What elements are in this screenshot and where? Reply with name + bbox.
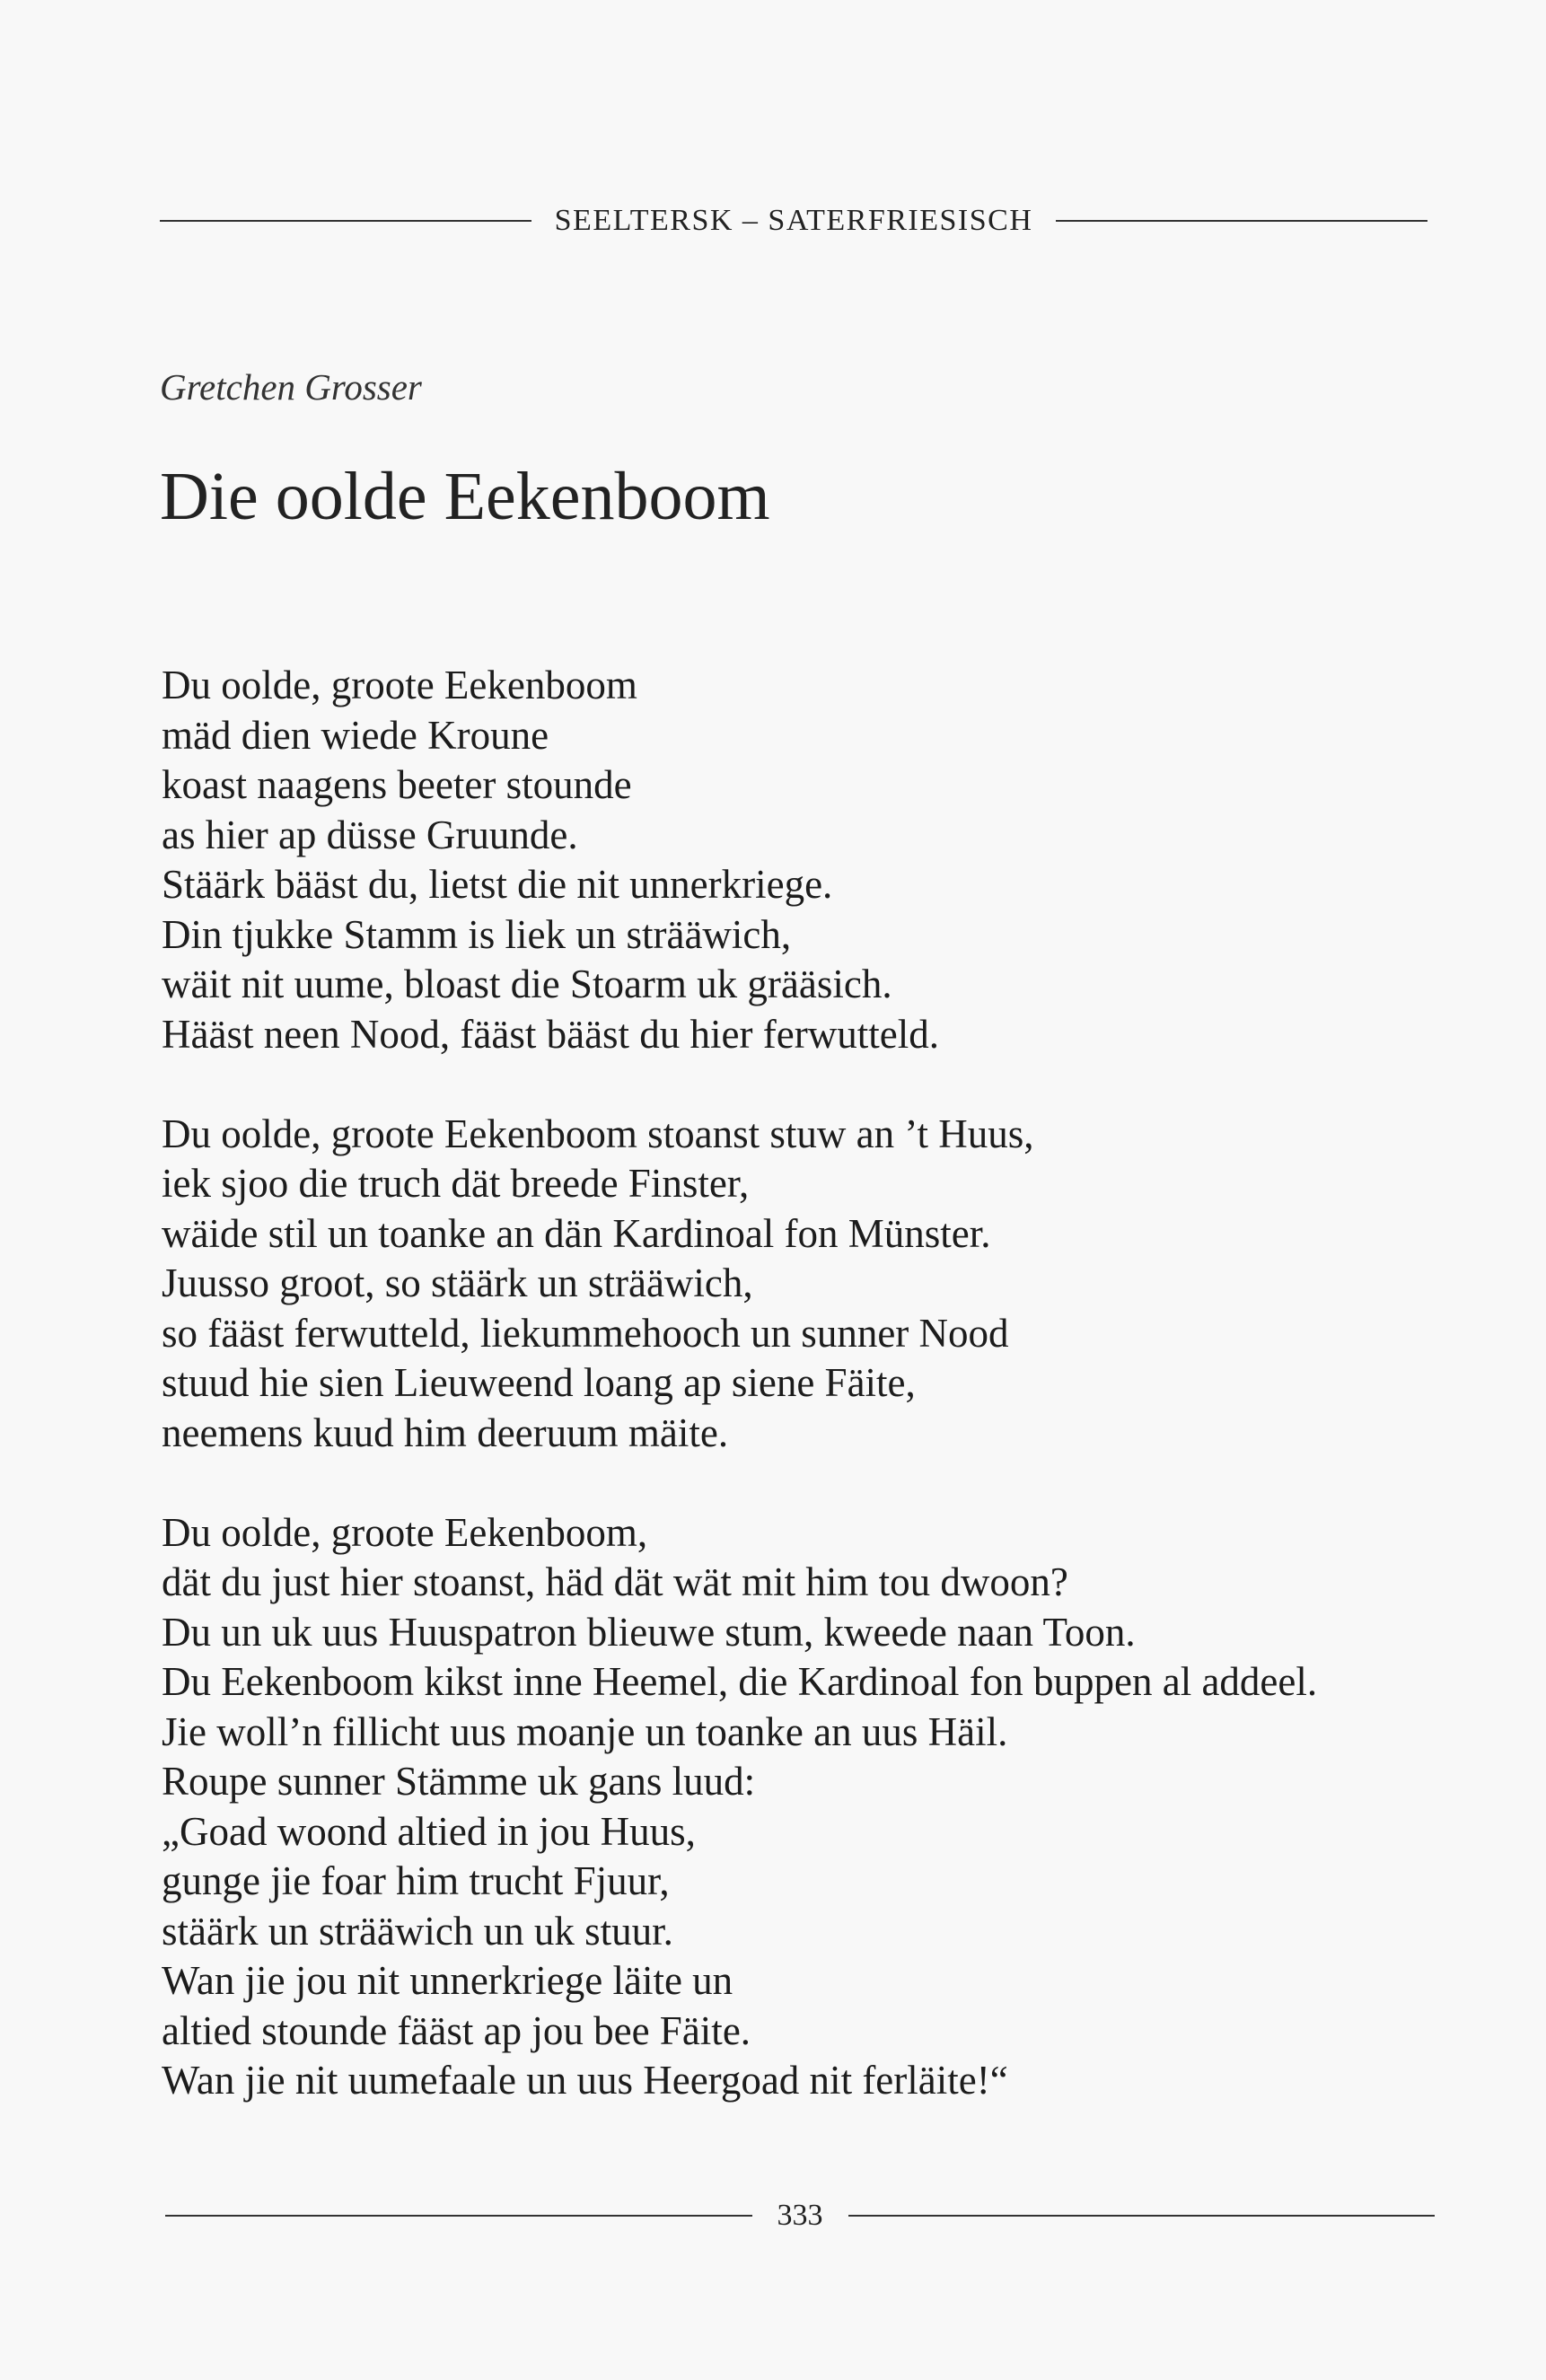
poem-line: Hääst neen Nood, fääst bääst du hier ferwutteld. bbox=[162, 1011, 939, 1057]
footer-rule-left bbox=[165, 2215, 752, 2217]
poem-line: gunge jie foar him trucht Fjuur, bbox=[162, 1858, 670, 1903]
poem-line: Jie woll’n fillicht uus moanje un toanke an uus Häil. bbox=[162, 1708, 1008, 1754]
poem-line: Stäärk bääst du, lietst die nit unnerkriege. bbox=[162, 862, 833, 907]
poem-line: Roupe sunner Stämme uk gans luud: bbox=[162, 1759, 756, 1804]
poem-line: so fääst ferwutteld, liekummehooch un sunner Nood bbox=[162, 1310, 1009, 1356]
poem-line: as hier ap düsse Gruunde. bbox=[162, 812, 578, 857]
stanza-3 bbox=[162, 1508, 1317, 2106]
author-name: Gretchen Grosser bbox=[160, 366, 422, 408]
stanza-1 bbox=[162, 661, 1317, 1059]
poem-line: stuud hie sien Lieuweend loang ap siene Fäite, bbox=[162, 1360, 916, 1405]
poem-line: wäide stil un toanke an dän Kardinoal fon Münster. bbox=[162, 1210, 991, 1256]
poem-line: Du oolde, groote Eekenboom, bbox=[162, 1509, 648, 1555]
poem-line: „Goad woond altied in jou Huus, bbox=[162, 1808, 696, 1854]
poem-body bbox=[162, 661, 1317, 2156]
poem-line: Wan jie nit uumefaale un uus Heergoad nit ferläite!“ bbox=[162, 2058, 1008, 2103]
poem-line: Du un uk uus Huuspatron blieuwe stum, kweede naan Toon. bbox=[162, 1609, 1136, 1655]
poem-line: altied stounde fääst ap jou bee Fäite. bbox=[162, 2007, 751, 2053]
poem-line: Juusso groot, so stäärk un strääwich, bbox=[162, 1260, 753, 1305]
header-rule-left bbox=[160, 220, 531, 222]
header-rule-right bbox=[1056, 220, 1427, 222]
poem-line: Wan jie jou nit unnerkriege läite un bbox=[162, 1958, 733, 2003]
poem-line: iek sjoo die truch dät breede Finster, bbox=[162, 1161, 750, 1206]
page-footer bbox=[165, 2196, 1435, 2235]
running-header-label: SEELTERSK – SATERFRIESISCH bbox=[554, 204, 1033, 237]
page-number: 333 bbox=[777, 2199, 823, 2232]
poem-line: wäit nit uume, bloast die Stoarm uk grääsich. bbox=[162, 962, 892, 1006]
poem-line: koast naagens beeter stounde bbox=[162, 762, 632, 807]
poem-line: mäd dien wiede Kroune bbox=[162, 712, 549, 758]
stanza-2 bbox=[162, 1110, 1317, 1459]
poem-line: Du Eekenboom kikst inne Heemel, die Kardinoal fon buppen al addeel. bbox=[162, 1659, 1318, 1704]
footer-rule-right bbox=[848, 2215, 1436, 2217]
poem-line: Din tjukke Stamm is liek un strääwich, bbox=[162, 911, 792, 957]
poem-line: Du oolde, groote Eekenboom bbox=[162, 663, 637, 707]
poem-line: stäärk un strääwich un uk stuur. bbox=[162, 1908, 673, 1954]
running-header bbox=[160, 199, 1427, 242]
poem-line: dät du just hier stoanst, häd dät wät mit him tou dwoon? bbox=[162, 1559, 1068, 1604]
poem-line: Du oolde, groote Eekenboom stoanst stuw an ’t Huus, bbox=[162, 1111, 1034, 1156]
poem-line: neemens kuud him deeruum mäite. bbox=[162, 1410, 729, 1455]
poem-title: Die oolde Eekenboom bbox=[160, 459, 770, 534]
